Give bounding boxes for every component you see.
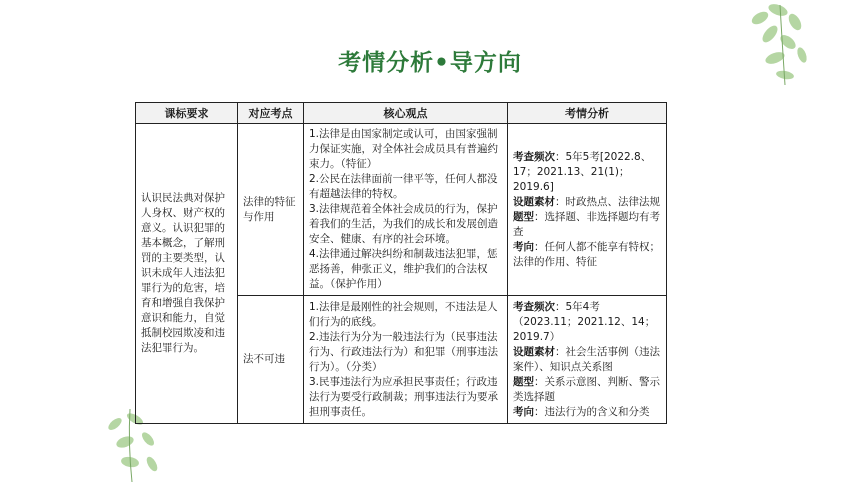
direction-value: ：任何人都不能享有特权；法律的作用、特征 [513, 240, 660, 268]
point-cell: 法不可违 [238, 296, 304, 424]
requirement-cell: 认识民法典对保护人身权、财产权的意义。认识犯罪的基本概念，了解刑罚的主要类型，认识未成年人违法犯罪行为的危害，培育和增强自我保护意识和能力，自觉抵制校园欺凌和违法犯罪行为。 [136, 124, 238, 424]
core-view-cell [304, 124, 508, 296]
point-cell: 法律的特征与作用 [238, 124, 304, 296]
direction-label: 考向 [513, 405, 534, 418]
table-row [136, 124, 667, 296]
view-item: 1.法律是由国家制定或认可，由国家强制力保证实施，对全体社会成员具有普遍约束力。（特征） [309, 128, 498, 170]
view-item: 4.法律通过解决纠纷和制裁违法犯罪，惩恶扬善，伸张正义，维护我们的合法权益。（保护作用） [309, 248, 498, 290]
freq-label: 考查频次 [513, 300, 555, 313]
material-value: ：时政热点、法律法规 [555, 195, 660, 208]
type-value: ：关系示意图、判断、警示类选择题 [513, 375, 660, 403]
core-view-cell [304, 296, 508, 424]
view-item: 2.违法行为分为一般违法行为（民事违法行为、行政违法行为）和犯罪（刑事违法行为）。（分类） [309, 330, 498, 373]
table-header-row [136, 103, 667, 124]
direction-value: ：违法行为的含义和分类 [534, 405, 650, 418]
type-label: 题型 [513, 375, 534, 388]
header-point: 对应考点 [238, 103, 304, 124]
view-item: 1.法律是最刚性的社会规则，不违法是人们行为的底线。 [309, 300, 498, 328]
type-value: ：选择题、非选择题均有考查 [513, 210, 660, 238]
page-title: 考情分析•导方向 [338, 50, 522, 76]
view-item: 2.公民在法律面前一律平等，任何人都没有超越法律的特权。 [309, 173, 498, 200]
view-item: 3.法律规范着全体社会成员的行为，保护着我们的生活，为我们的成长和发展创造安全、健康、有序的社会环境。 [309, 203, 498, 245]
header-view: 核心观点 [304, 103, 508, 124]
header-requirement: 课标要求 [136, 103, 238, 124]
analysis-cell [508, 124, 667, 296]
view-item: 3.民事违法行为应承担民事责任；行政违法行为要受行政制裁；刑事违法行为要承担刑事责任。 [309, 375, 498, 418]
analysis-cell [508, 296, 667, 424]
freq-label: 考查频次 [513, 150, 555, 163]
material-value: ：社会生活事例（违法案件）、知识点关系图 [513, 345, 660, 373]
direction-label: 考向 [513, 240, 534, 253]
freq-value: ：5年4考（2023.11；2021.12、14；2019.7） [513, 300, 656, 343]
header-analysis: 考情分析 [508, 103, 667, 124]
freq-value: ：5年5考[2022.8、17；2021.13、21(1)；2019.6] [513, 150, 652, 193]
material-label: 设题素材 [513, 345, 555, 358]
exam-analysis-table [135, 102, 667, 424]
type-label: 题型 [513, 210, 534, 223]
material-label: 设题素材 [513, 195, 555, 208]
